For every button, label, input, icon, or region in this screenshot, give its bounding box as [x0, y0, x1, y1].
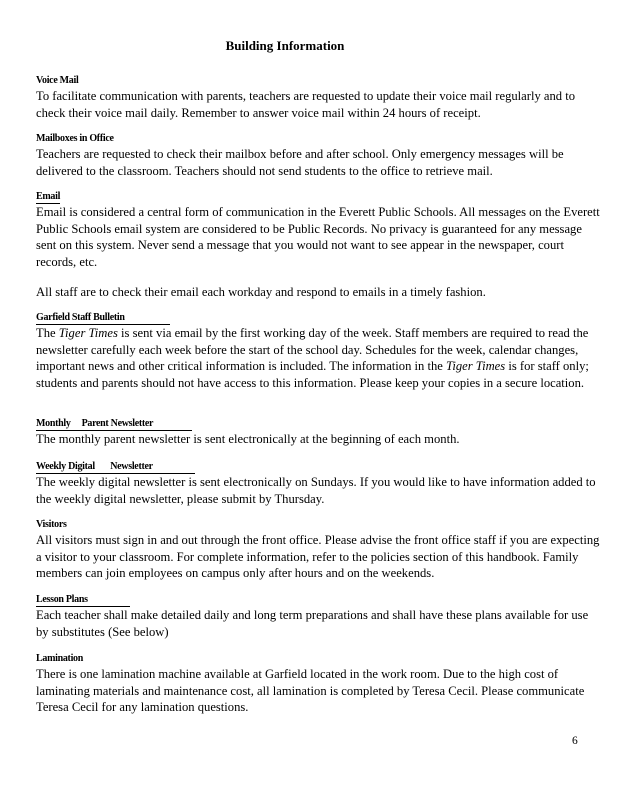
section-staff-bulletin [36, 307, 601, 391]
section-heading: Mailboxes in Office [36, 133, 114, 144]
section-heading: Garfield Staff Bulletin [36, 312, 170, 325]
section-body: Teachers are requested to check their mailbox before and after school. Only emergency messages will be delivered to the classroom. Teachers should not send students to the office to retrieve mail. [36, 147, 564, 178]
body-text: is for staff only; students and parents should not have access to this information. Please keep your copies in a secure location. [36, 359, 589, 390]
newsletter-title: Tiger Times [446, 359, 506, 373]
section-body: All staff are to check their email each workday and respond to emails in a timely fashion. [36, 285, 486, 299]
section-heading: Lesson Plans [36, 594, 130, 607]
section-body: There is one lamination machine available at Garfield located in the work room. Due to the high cost of laminating materials and maintenance cost, all lamination is completed by Teresa Cecil. Please communicate Teresa Cecil for any lamination questions. [36, 667, 585, 714]
newsletter-title: Tiger Times [58, 326, 118, 340]
section-lesson-plans [36, 589, 601, 640]
page-title: Building Information [225, 38, 345, 53]
section-heading: Lamination [36, 653, 84, 664]
section-body: The monthly parent newsletter is sent electronically at the beginning of each month. [36, 432, 460, 446]
body-text: The [36, 326, 56, 340]
section-voice-mail [36, 70, 601, 121]
section-heading: Email [36, 191, 61, 202]
body-text: is sent via email by the first working day of the week. Staff members are required to read the newsletter carefully each week before the start of the school day. Schedules for the week, calendar changes, important news and other critical information is included. The information in the [36, 326, 589, 373]
section-heading: Voice Mail [36, 75, 79, 86]
section-mailboxes [36, 128, 601, 179]
section-body: To facilitate communication with parents, teachers are requested to update their voice mail regularly and to check their voice mail daily. Remember to answer voice mail within 24 hours of receipt. [36, 89, 576, 120]
section-body: Email is considered a central form of communication in the Everett Public Schools. All messages on the Everett Public Schools email system are considered to be Public Records. No privacy is guaranteed for any message sent on this system. Never send a message that you would not want to see appear in the newspaper, court records, etc. [36, 205, 600, 269]
section-lamination [36, 648, 601, 716]
section-monthly-newsletter [36, 413, 601, 448]
section-body: The weekly digital newsletter is sent electronically on Sundays. If you would like to have information added to the weekly digital newsletter, please submit by Thursday. [36, 475, 596, 506]
page-number: 6 [572, 735, 578, 747]
section-weekly-newsletter [36, 456, 601, 507]
section-heading: Visitors [36, 519, 67, 530]
section-heading: Weekly Digital Newsletter [36, 461, 195, 474]
section-heading: Monthly Parent Newsletter [36, 418, 192, 431]
section-visitors [36, 514, 601, 582]
section-body: All visitors must sign in and out through the front office. Please advise the front office staff if you are expecting a visitor to your classroom. For complete information, refer to the policies section of this handbook. Family members can join employees on campus only after hours and on the weekends. [36, 533, 600, 580]
section-body [36, 325, 601, 391]
section-body: Each teacher shall make detailed daily and long term preparations and shall have these plans available for use by substitutes (See below) [36, 608, 589, 639]
section-email [36, 186, 601, 301]
